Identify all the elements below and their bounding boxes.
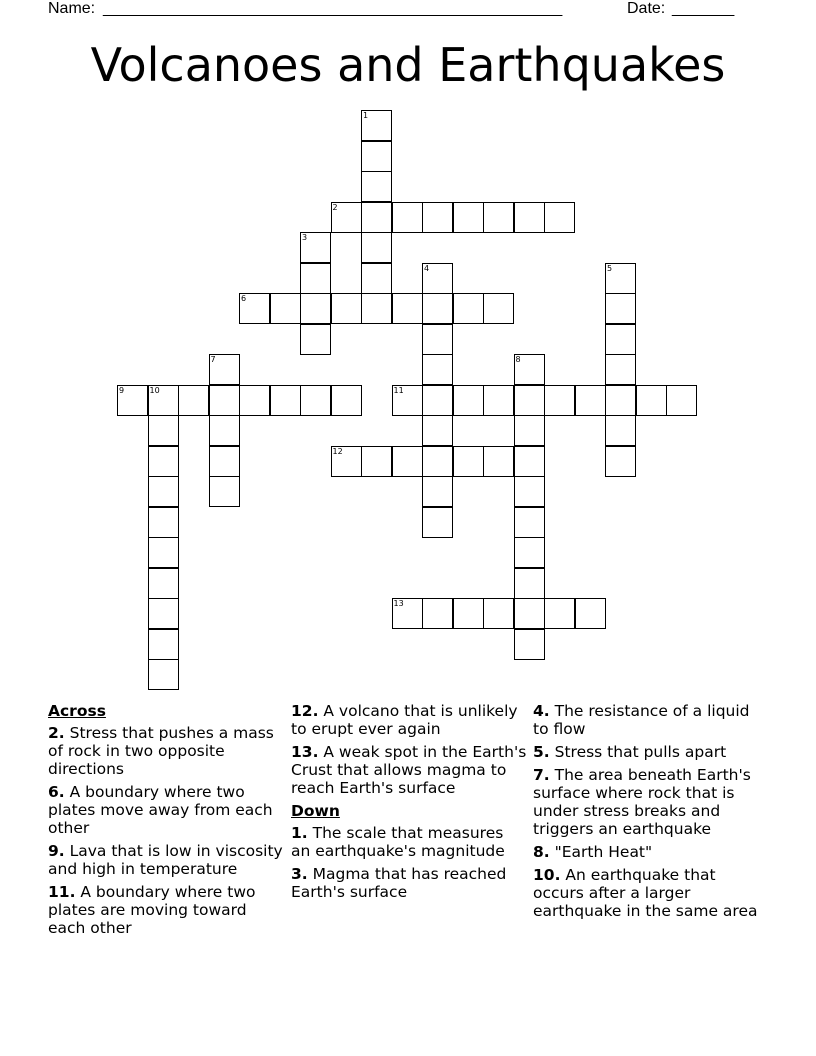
grid-cell[interactable] bbox=[483, 385, 514, 416]
clue-number-label: 5 bbox=[607, 263, 613, 273]
grid-cell[interactable] bbox=[361, 110, 392, 141]
clues-column-3 bbox=[533, 702, 769, 925]
grid-cell[interactable] bbox=[605, 324, 636, 355]
clue-down-7: 7. The area beneath Earth's surface where rock that is under stress breaks and triggers an earthquake bbox=[533, 766, 751, 838]
grid-cell[interactable] bbox=[148, 568, 179, 599]
grid-cell[interactable] bbox=[514, 598, 545, 629]
clue-number-label: 6 bbox=[241, 294, 247, 303]
clue-down-1: 1. The scale that measures an earthquake's magnitude bbox=[291, 824, 505, 860]
grid-cell[interactable] bbox=[300, 385, 331, 416]
grid-cell[interactable] bbox=[453, 385, 484, 416]
grid-cell[interactable] bbox=[209, 415, 240, 446]
grid-cell[interactable] bbox=[514, 568, 545, 599]
grid-cell[interactable] bbox=[422, 354, 453, 385]
grid-cell[interactable] bbox=[422, 476, 453, 507]
grid-cell[interactable] bbox=[361, 446, 392, 477]
grid-cell[interactable] bbox=[666, 385, 697, 416]
grid-cell[interactable] bbox=[148, 629, 179, 660]
grid-cell[interactable] bbox=[605, 354, 636, 385]
grid-cell[interactable] bbox=[422, 263, 453, 294]
grid-cell[interactable] bbox=[361, 232, 392, 263]
grid-cell[interactable] bbox=[361, 141, 392, 172]
grid-cell[interactable] bbox=[514, 507, 545, 538]
grid-cell[interactable] bbox=[544, 202, 575, 233]
grid-cell[interactable] bbox=[514, 415, 545, 446]
grid-cell[interactable] bbox=[392, 598, 423, 629]
date-label: Date: bbox=[627, 0, 666, 17]
grid-cell[interactable] bbox=[148, 659, 179, 690]
grid-cell[interactable] bbox=[453, 293, 484, 324]
grid-cell[interactable] bbox=[514, 476, 545, 507]
clue-across-11: 11. A boundary where two plates are moving toward each other bbox=[48, 883, 256, 937]
grid-cell[interactable] bbox=[605, 293, 636, 324]
name-line[interactable]: ______________________________________________________ bbox=[103, 0, 562, 17]
grid-cell[interactable] bbox=[514, 354, 545, 385]
grid-cell[interactable] bbox=[483, 598, 514, 629]
grid-cell[interactable] bbox=[422, 507, 453, 538]
grid-cell[interactable] bbox=[422, 324, 453, 355]
grid-cell[interactable] bbox=[209, 476, 240, 507]
date-line[interactable]: _______ bbox=[672, 0, 735, 17]
grid-cell[interactable] bbox=[148, 598, 179, 629]
clue-number-label: 1 bbox=[363, 111, 369, 120]
grid-cell[interactable] bbox=[514, 629, 545, 660]
worksheet-header bbox=[48, 0, 768, 22]
grid-cell[interactable] bbox=[361, 263, 392, 294]
grid-cell[interactable] bbox=[209, 354, 240, 385]
grid-cell[interactable] bbox=[422, 415, 453, 446]
clue-across-12: 12. A volcano that is unlikely to erupt ever again bbox=[291, 702, 518, 738]
clue-number-label: 10 bbox=[149, 385, 160, 395]
grid-cell[interactable] bbox=[575, 598, 606, 629]
clue-number-label: 12 bbox=[332, 446, 343, 456]
down-heading: Down bbox=[291, 802, 340, 820]
grid-cell[interactable] bbox=[514, 446, 545, 477]
grid-cell[interactable] bbox=[514, 202, 545, 233]
clues-column-1 bbox=[48, 702, 284, 942]
grid-cell[interactable] bbox=[422, 385, 453, 416]
grid-cell[interactable] bbox=[148, 537, 179, 568]
grid-cell[interactable] bbox=[453, 202, 484, 233]
grid-cell[interactable] bbox=[483, 202, 514, 233]
grid-cell[interactable] bbox=[514, 385, 545, 416]
grid-cell[interactable] bbox=[148, 415, 179, 446]
grid-cell[interactable] bbox=[422, 293, 453, 324]
clue-down-5: 5. Stress that pulls apart bbox=[533, 743, 727, 761]
grid-cell[interactable] bbox=[605, 446, 636, 477]
grid-cell[interactable] bbox=[514, 537, 545, 568]
grid-cell[interactable] bbox=[361, 202, 392, 233]
grid-cell[interactable] bbox=[392, 293, 423, 324]
grid-cell[interactable] bbox=[453, 446, 484, 477]
clues-column-2 bbox=[291, 702, 527, 906]
clue-down-4: 4. The resistance of a liquid to flow bbox=[533, 702, 750, 738]
grid-cell[interactable] bbox=[178, 385, 209, 416]
clue-number-label: 7 bbox=[210, 355, 216, 364]
grid-cell[interactable] bbox=[422, 202, 453, 233]
clue-number-label: 4 bbox=[424, 263, 430, 273]
grid-cell[interactable] bbox=[239, 385, 270, 416]
clue-down-10: 10. An earthquake that occurs after a larger earthquake in the same area bbox=[533, 866, 758, 920]
grid-cell[interactable] bbox=[148, 507, 179, 538]
grid-cell[interactable] bbox=[605, 385, 636, 416]
clue-number-label: 11 bbox=[393, 385, 404, 395]
clue-number-label: 3 bbox=[302, 233, 308, 242]
grid-cell[interactable] bbox=[361, 293, 392, 324]
clue-across-6: 6. A boundary where two plates move away from each other bbox=[48, 783, 273, 837]
grid-cell[interactable] bbox=[636, 385, 667, 416]
grid-cell[interactable] bbox=[270, 293, 301, 324]
grid-cell[interactable] bbox=[605, 263, 636, 294]
grid-cell[interactable] bbox=[300, 263, 331, 294]
grid-cell[interactable] bbox=[300, 232, 331, 263]
grid-cell[interactable] bbox=[575, 385, 606, 416]
grid-cell[interactable] bbox=[544, 598, 575, 629]
grid-cell[interactable] bbox=[209, 446, 240, 477]
clue-number-label: 13 bbox=[393, 599, 404, 608]
grid-cell[interactable] bbox=[300, 293, 331, 324]
grid-cell[interactable] bbox=[239, 293, 270, 324]
grid-cell[interactable] bbox=[209, 385, 240, 416]
grid-cell[interactable] bbox=[605, 415, 636, 446]
grid-cell[interactable] bbox=[117, 385, 148, 416]
clue-across-9: 9. Lava that is low in viscosity and high in temperature bbox=[48, 842, 283, 878]
clue-across-2: 2. Stress that pushes a mass of rock in two opposite directions bbox=[48, 724, 274, 778]
name-label: Name: bbox=[48, 0, 96, 17]
clue-down-8: 8. "Earth Heat" bbox=[533, 843, 653, 861]
grid-cell[interactable] bbox=[422, 598, 453, 629]
clue-across-13: 13. A weak spot in the Earth's Crust that allows magma to reach Earth's surface bbox=[291, 743, 527, 797]
grid-cell[interactable] bbox=[331, 385, 362, 416]
grid-cell[interactable] bbox=[331, 293, 362, 324]
grid-cell[interactable] bbox=[422, 446, 453, 477]
grid-cell[interactable] bbox=[148, 446, 179, 477]
grid-cell[interactable] bbox=[148, 385, 179, 416]
grid-cell[interactable] bbox=[392, 202, 423, 233]
grid-cell[interactable] bbox=[148, 476, 179, 507]
grid-cell[interactable] bbox=[300, 324, 331, 355]
page-title: Volcanoes and Earthquakes bbox=[90, 38, 726, 92]
grid-cell[interactable] bbox=[331, 202, 362, 233]
clue-number-label: 2 bbox=[332, 202, 338, 212]
grid-cell[interactable] bbox=[453, 598, 484, 629]
grid-cell[interactable] bbox=[483, 446, 514, 477]
across-heading: Across bbox=[48, 702, 106, 720]
grid-cell[interactable] bbox=[483, 293, 514, 324]
grid-cell[interactable] bbox=[544, 385, 575, 416]
clue-number-label: 8 bbox=[515, 355, 521, 364]
clue-down-3: 3. Magma that has reached Earth's surface bbox=[291, 865, 507, 901]
grid-cell[interactable] bbox=[392, 446, 423, 477]
grid-cell[interactable] bbox=[392, 385, 423, 416]
clue-number-label: 9 bbox=[119, 385, 125, 395]
grid-cell[interactable] bbox=[270, 385, 301, 416]
grid-cell[interactable] bbox=[331, 446, 362, 477]
grid-cell[interactable] bbox=[361, 171, 392, 202]
